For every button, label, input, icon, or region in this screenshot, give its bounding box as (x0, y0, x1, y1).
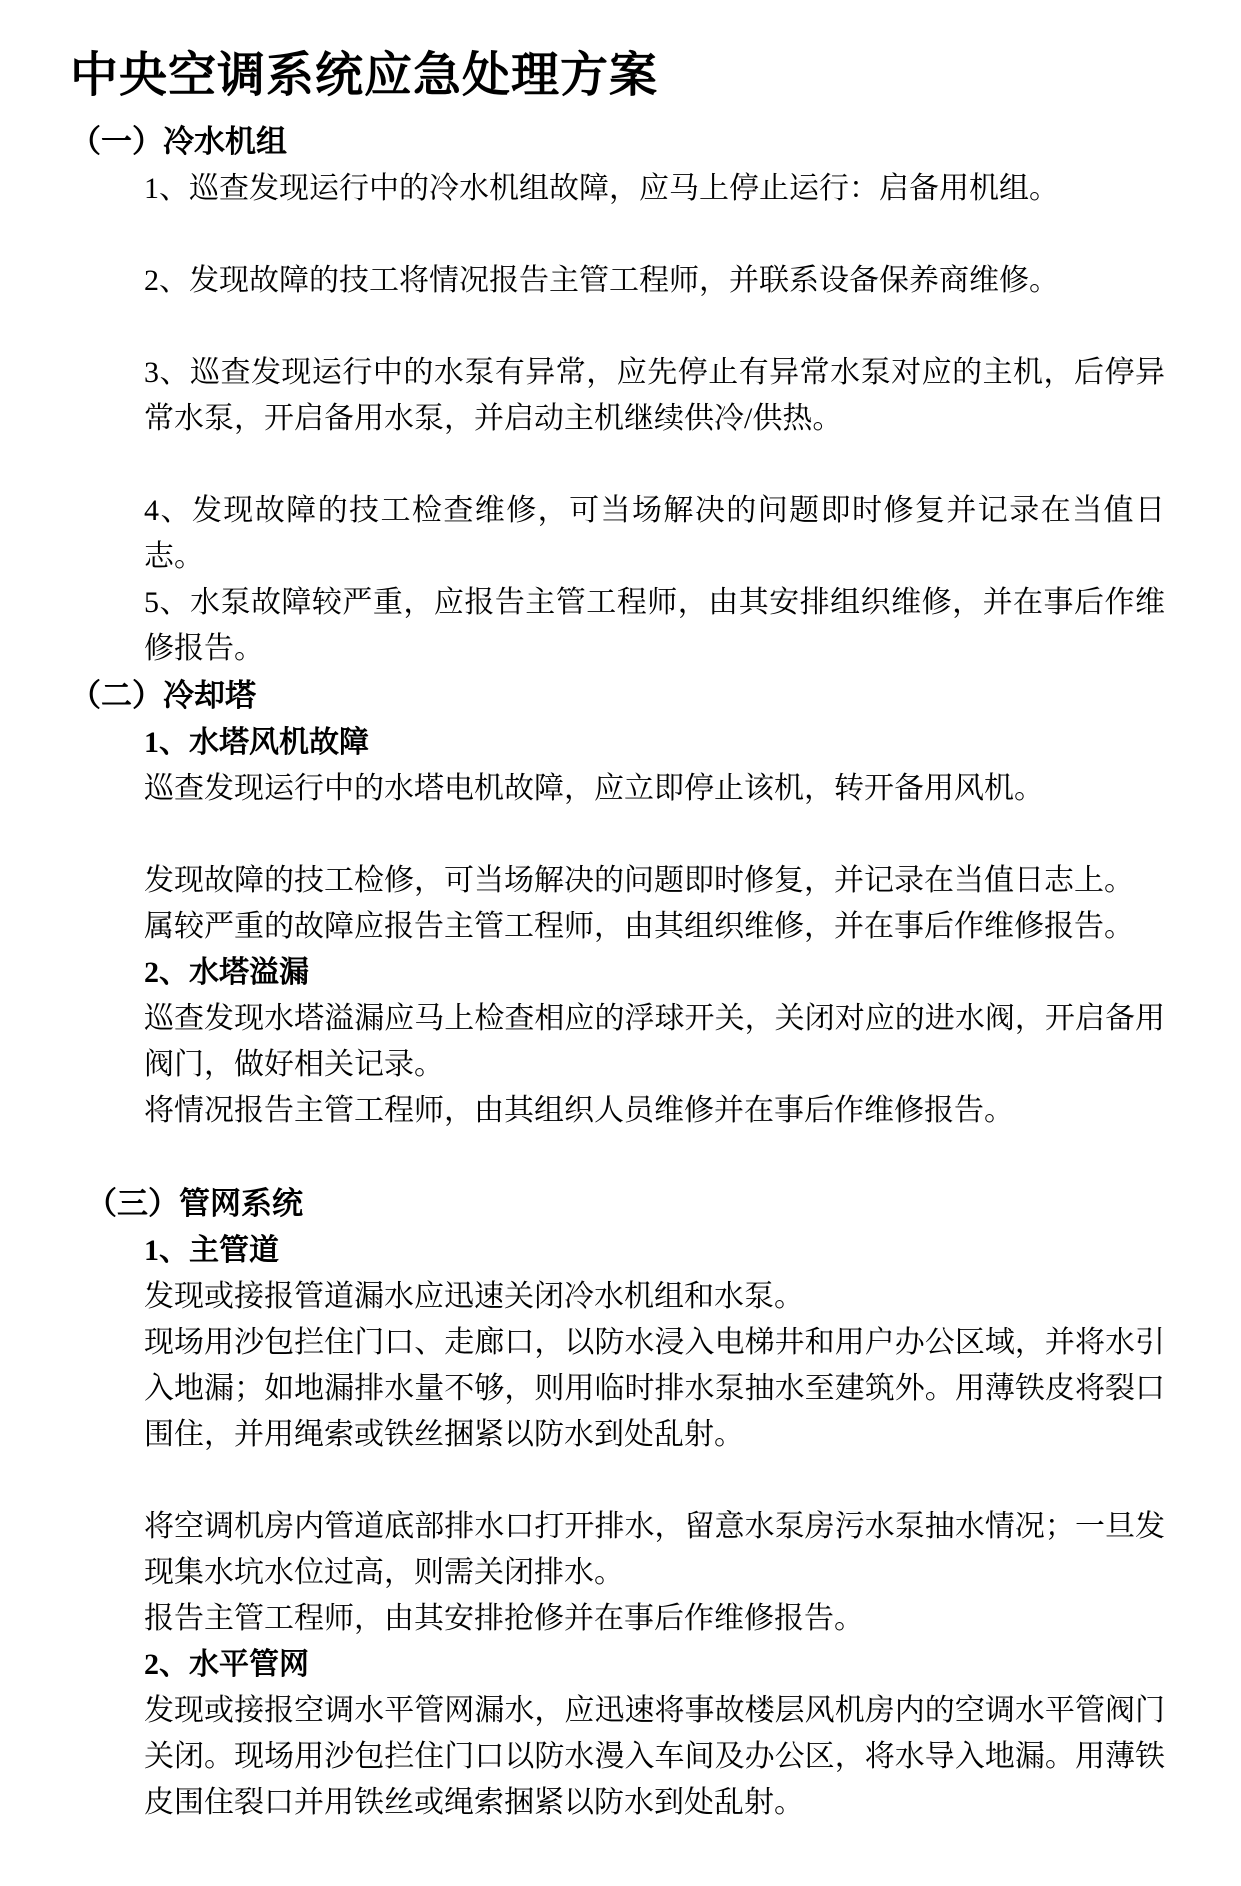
paragraph-gap (144, 812, 1165, 858)
section-body (144, 1228, 1165, 1826)
subheading: 2、水平管网 (144, 1648, 309, 1681)
paragraph-gap (144, 442, 1165, 488)
document-title: 中央空调系统应急处理方案 (70, 49, 659, 102)
subheading: 1、水塔风机故障 (144, 726, 369, 759)
paragraph: 3、巡查发现运行中的水泵有异常，应先停止有异常水泵对应的主机，后停异常水泵，开启备用水泵，并启动主机继续供冷/供热。 (144, 356, 1165, 435)
section-cooling-tower (70, 672, 1165, 1134)
paragraph-gap (144, 212, 1165, 258)
section-body (144, 720, 1165, 1134)
section-heading: （二）冷却塔 (70, 678, 256, 713)
subheading: 1、主管道 (144, 1234, 279, 1267)
section-heading: （三）管网系统 (86, 1186, 303, 1221)
paragraph-gap (144, 304, 1165, 350)
section-chilled-water-units (70, 118, 1165, 672)
paragraph: 报告主管工程师，由其安排抢修并在事后作维修报告。 (144, 1602, 864, 1635)
paragraph: 发现故障的技工检修，可当场解决的问题即时修复，并记录在当值日志上。 (144, 864, 1134, 897)
paragraph: 巡查发现运行中的水塔电机故障，应立即停止该机，转开备用风机。 (144, 772, 1044, 805)
paragraph-gap (144, 1458, 1165, 1504)
paragraph: 属较严重的故障应报告主管工程师，由其组织维修，并在事后作维修报告。 (144, 910, 1134, 943)
paragraph: 将情况报告主管工程师，由其组织人员维修并在事后作维修报告。 (144, 1094, 1014, 1127)
subheading: 2、水塔溢漏 (144, 956, 309, 989)
paragraph: 1、巡查发现运行中的冷水机组故障，应马上停止运行：启备用机组。 (144, 172, 1059, 205)
paragraph: 巡查发现水塔溢漏应马上检查相应的浮球开关，关闭对应的进水阀，开启备用阀门，做好相关记录。 (144, 1002, 1165, 1081)
paragraph: 发现或接报空调水平管网漏水，应迅速将事故楼层风机房内的空调水平管阀门关闭。现场用沙包拦住门口以防水漫入车间及办公区，将水导入地漏。用薄铁皮围住裂口并用铁丝或绳索捆紧以防水到处乱射。 (144, 1694, 1165, 1819)
paragraph: 2、发现故障的技工将情况报告主管工程师，并联系设备保养商维修。 (144, 264, 1059, 297)
paragraph: 4、发现故障的技工检查维修，可当场解决的问题即时修复并记录在当值日志。 (144, 494, 1165, 573)
section-heading: （一）冷水机组 (70, 124, 287, 159)
paragraph: 将空调机房内管道底部排水口打开排水，留意水泵房污水泵抽水情况；一旦发现集水坑水位过高，则需关闭排水。 (144, 1510, 1165, 1589)
paragraph: 现场用沙包拦住门口、走廊口，以防水浸入电梯井和用户办公区域，并将水引入地漏；如地漏排水量不够，则用临时排水泵抽水至建筑外。用薄铁皮将裂口围住，并用绳索或铁丝捆紧以防水到处乱射。 (144, 1326, 1165, 1451)
paragraph: 5、水泵故障较严重，应报告主管工程师，由其安排组织维修，并在事后作维修报告。 (144, 586, 1165, 665)
section-pipe-network (70, 1180, 1165, 1826)
section-body (144, 166, 1165, 672)
section-gap (70, 1134, 1165, 1180)
paragraph: 发现或接报管道漏水应迅速关闭冷水机组和水泵。 (144, 1280, 804, 1313)
